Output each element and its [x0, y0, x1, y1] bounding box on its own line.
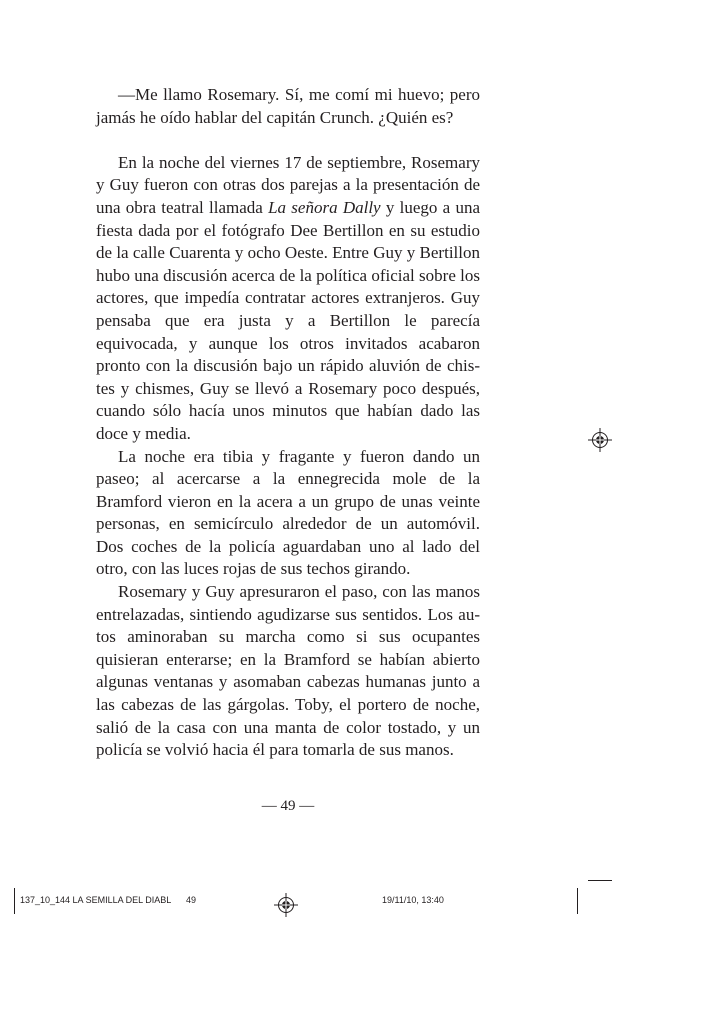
body-text [96, 84, 480, 762]
paragraph: La noche era tibia y fragante y fueron dando un paseo; al acercarse a la ennegrecida mole de la Bramford vieron en la acera a un grupo de unas veinte personas, en semicírculo alrededor de un automóvil. Dos coches de la policía aguardaban uno al lado del otro, con las luces rojas de sus techos girando. [96, 446, 480, 579]
page-number: — 49 — [261, 798, 315, 814]
crop-mark [14, 888, 15, 914]
paragraph [96, 152, 480, 446]
registration-mark-icon [588, 428, 612, 452]
paragraph-text: En la noche del viernes 17 de septiembre, Rosemary y Guy fueron con otras dos parejas a la presentación de una obra teatral llamada [96, 152, 480, 217]
registration-mark-icon [274, 893, 298, 917]
play-title: La señora Dally [268, 197, 381, 217]
slug-page: 49 [186, 895, 197, 905]
slug-file: 137_10_144 LA SEMILLA DEL DIABL [20, 895, 172, 905]
slug-timestamp: 19/11/10, 13:40 [382, 895, 444, 905]
crop-mark [577, 888, 578, 914]
paragraph-text: y luego a una fiesta dada por el fotógrafo Dee Bertillon en su estudio de la calle Cuarenta y ocho Oeste. Entre Guy y Bertillon hubo una discusión acerca de la política oficial sobre los actores, que impedía contratar actores extranjeros. Guy pensaba que era justa y a Bertillon le parecía equivocada, y aunque los otros invitados acabaron pronto con la discusión bajo un rápido aluvión de chistes y chismes, Guy se llevó a Rosemary poco después, cuando sólo hacía unos minutos que habían dado las doce y media. [96, 197, 481, 443]
dialogue-paragraph: —Me llamo Rosemary. Sí, me comí mi huevo; pero jamás he oído hablar del capitán Crunch. ¿Quién es? [96, 85, 480, 127]
paragraph: Rosemary y Guy apresuraron el paso, con las manos entrelazadas, sintiendo agudizarse sus sentidos. Los autos aminoraban su marcha como si sus ocupantes quisieran enterarse; en la Bramford se habían abierto algunas ventanas y asomaban cabezas humanas junto a las cabezas de las gárgolas. Toby, el portero de noche, salió de la casa con una manta de color tostado, y un policía se volvió hacia él para tomarla de sus manos. [96, 582, 480, 760]
crop-mark [588, 880, 612, 881]
